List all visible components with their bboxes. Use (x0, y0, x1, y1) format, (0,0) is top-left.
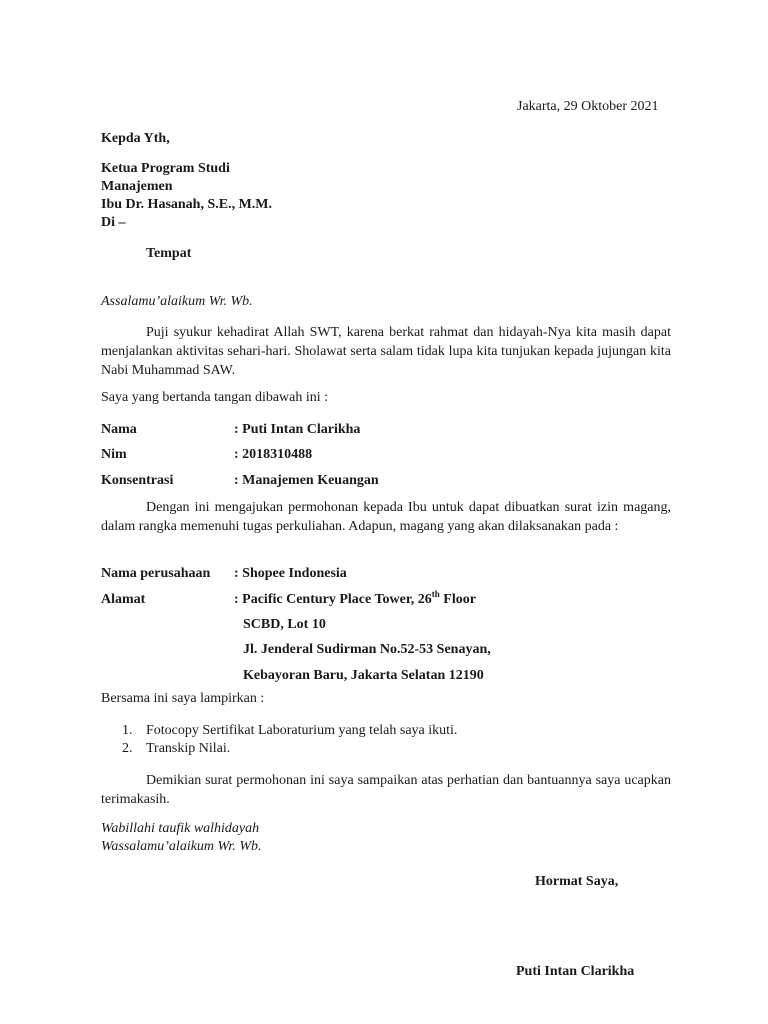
company-address-line-3: Jl. Jenderal Sudirman No.52-53 Senayan, (243, 642, 491, 657)
salutation: Assalamu’alaikum Wr. Wb. (101, 294, 253, 309)
attachment-intro: Bersama ini saya lampirkan : (101, 691, 265, 706)
attachment-item-number: 2. (122, 741, 133, 756)
attachment-item-text: Transkip Nilai. (146, 741, 231, 756)
signoff: Hormat Saya, (535, 874, 619, 889)
identity-name-label: Nama (101, 422, 137, 437)
request-paragraph (101, 498, 671, 536)
recipient-line-4: Di – (101, 215, 126, 230)
closing-paragraph (101, 771, 671, 809)
recipient-line-3: Ibu Dr. Hasanah, S.E., M.M. (101, 197, 273, 212)
recipient-line-2: Manajemen (101, 179, 173, 194)
intro-line: Saya yang bertanda tangan dibawah ini : (101, 390, 329, 405)
closing-line-1: Wabillahi taufik walhidayah (101, 821, 260, 836)
company-name-value: : Shopee Indonesia (234, 566, 347, 581)
recipient-place: Tempat (146, 246, 192, 261)
letter-date: Jakarta, 29 Oktober 2021 (517, 99, 659, 114)
company-address-line-4: Kebayoran Baru, Jakarta Selatan 12190 (243, 668, 484, 683)
signer-name: Puti Intan Clarikha (516, 964, 635, 979)
company-address-floor-text: Floor (439, 592, 476, 607)
identity-name-value: : Puti Intan Clarikha (234, 422, 361, 437)
attachment-item-text: Fotocopy Sertifikat Laboraturium yang telah saya ikuti. (146, 723, 458, 738)
closing-line-2: Wassalamu’alaikum Wr. Wb. (101, 839, 262, 854)
identity-nim-value: : 2018310488 (234, 447, 313, 462)
opening-paragraph-text: Puji syukur kehadirat Allah SWT, karena berkat rahmat dan hidayah-Nya kita masih dapat menjalankan aktivitas sehari-hari. Sholawat serta salam tidak lupa kita tunjukan kepada jujungan kita Nabi Muhammad SAW. (101, 325, 671, 378)
opening-paragraph (101, 323, 671, 380)
company-address-line-1 (234, 591, 476, 609)
request-paragraph-text: Dengan ini mengajukan permohonan kepada Ibu untuk dapat dibuatkan surat izin magang, dalam rangka memenuhi tugas perkuliahan. Adapun, magang yang akan dilaksanakan pada : (101, 500, 671, 534)
company-address-floor-sup: th (431, 589, 440, 599)
company-address-line-1-text: : Pacific Century Place Tower, 26 (234, 592, 432, 607)
closing-paragraph-text: Demikian surat permohonan ini saya sampaikan atas perhatian dan bantuannya saya ucapkan terimakasih. (101, 773, 671, 807)
identity-concentration-label: Konsentrasi (101, 473, 174, 488)
recipient-greeting: Kepda Yth, (101, 131, 170, 146)
company-name-label: Nama perusahaan (101, 566, 211, 581)
company-address-line-2: SCBD, Lot 10 (243, 617, 326, 632)
identity-nim-label: Nim (101, 447, 127, 462)
recipient-line-1: Ketua Program Studi (101, 161, 230, 176)
attachment-item-number: 1. (122, 723, 133, 738)
identity-concentration-value: : Manajemen Keuangan (234, 473, 379, 488)
company-address-label: Alamat (101, 592, 146, 607)
